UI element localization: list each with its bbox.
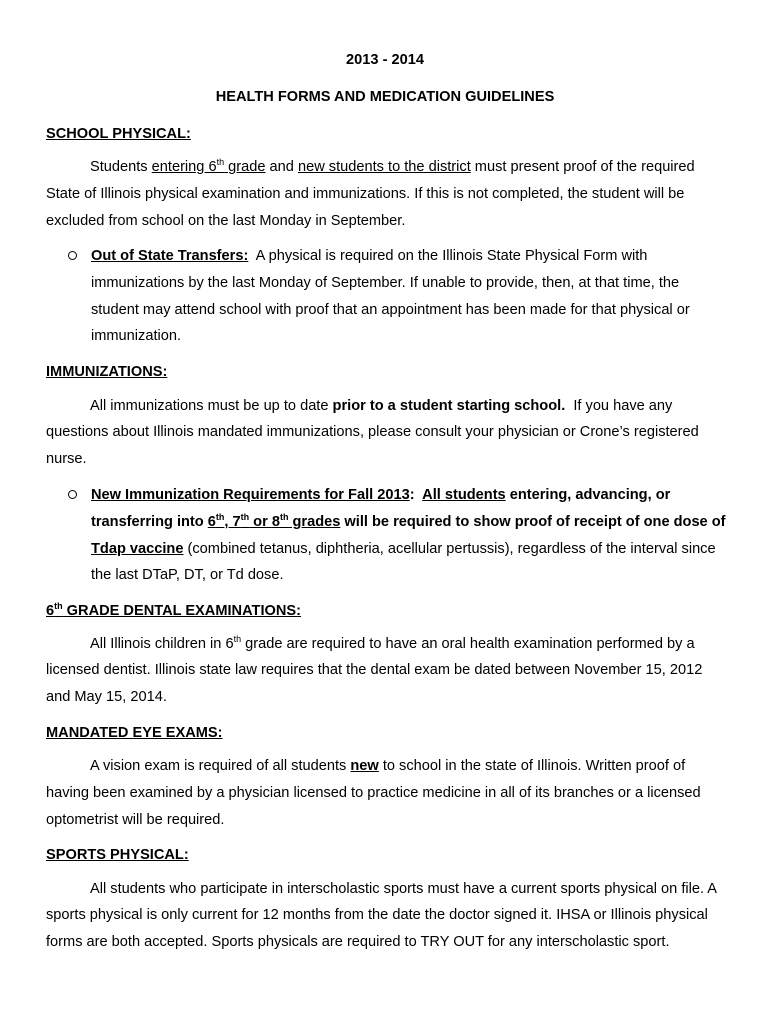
eye-paragraph-line3: optometrist will be required. xyxy=(46,812,225,828)
section-heading-dental-examinations: 6th GRADE DENTAL EXAMINATIONS: xyxy=(46,601,301,619)
section-heading-school-physical: SCHOOL PHYSICAL: xyxy=(46,126,191,142)
new-immunization-requirements-line1: New Immunization Requirements for Fall 2013: All students entering, advancing, or xyxy=(91,487,671,503)
sports-paragraph-line2: sports physical is only current for 12 months from the date the doctor signed it. IHSA or Illinois physical xyxy=(46,907,708,923)
document-title: HEALTH FORMS AND MEDICATION GUIDELINES xyxy=(215,89,555,105)
school-physical-paragraph-line2: State of Illinois physical examination and immunizations. If this is not completed, the student will be xyxy=(46,186,685,202)
immunizations-paragraph-line1: All immunizations must be up to date prior to a student starting school. If you have any xyxy=(90,398,673,414)
document-year: 2013 - 2014 xyxy=(346,52,424,68)
out-of-state-transfers-line1: Out of State Transfers: A physical is required on the Illinois State Physical Form with xyxy=(91,248,648,264)
section-heading-immunizations: IMMUNIZATIONS: xyxy=(46,364,168,380)
out-of-state-transfers-line4: immunization. xyxy=(91,328,182,344)
new-immunization-requirements-line2: transferring into 6th, 7th or 8th grades will be required to show proof of receipt of one dose of xyxy=(91,512,726,530)
section-heading-sports-physical: SPORTS PHYSICAL: xyxy=(46,847,189,863)
section-heading-eye-exams: MANDATED EYE EXAMS: xyxy=(46,725,223,741)
dental-paragraph-line2: licensed dentist. Illinois state law requires that the dental exam be dated between November 15, 2012 xyxy=(46,662,703,678)
school-physical-paragraph-line1: Students entering 6th grade and new students to the district must present proof of the required xyxy=(90,157,695,175)
dental-paragraph-line3: and May 15, 2014. xyxy=(46,689,167,705)
school-physical-paragraph-line3: excluded from school on the last Monday in September. xyxy=(46,213,406,229)
hollow-circle-bullet-icon xyxy=(68,251,77,260)
eye-paragraph-line2: having been examined by a physician licensed to practice medicine in all of its branches or a licensed xyxy=(46,785,701,801)
hollow-circle-bullet-icon xyxy=(68,490,77,499)
dental-paragraph-line1: All Illinois children in 6th grade are required to have an oral health examination performed by a xyxy=(90,634,695,652)
new-immunization-requirements-line3: Tdap vaccine (combined tetanus, diphtheria, acellular pertussis), regardless of the interval since xyxy=(91,541,716,557)
immunizations-paragraph-line3: nurse. xyxy=(46,451,87,467)
out-of-state-transfers-line2: immunizations by the last Monday of September. If unable to provide, then, at that time, the xyxy=(91,275,680,291)
eye-paragraph-line1: A vision exam is required of all students new to school in the state of Illinois. Written proof of xyxy=(90,758,686,774)
new-immunization-requirements-line4: the last DTaP, DT, or Td dose. xyxy=(91,567,284,583)
sports-paragraph-line1: All students who participate in interscholastic sports must have a current sports physical on file. A xyxy=(90,881,718,897)
immunizations-paragraph-line2: questions about Illinois mandated immunizations, please consult your physician or Crone’s registered xyxy=(46,424,699,440)
sports-paragraph-line3: forms are both accepted. Sports physicals are required to TRY OUT for any interscholastic sport. xyxy=(46,934,670,950)
out-of-state-transfers-line3: student may attend school with proof that an appointment has been made for that physical or xyxy=(91,302,690,318)
